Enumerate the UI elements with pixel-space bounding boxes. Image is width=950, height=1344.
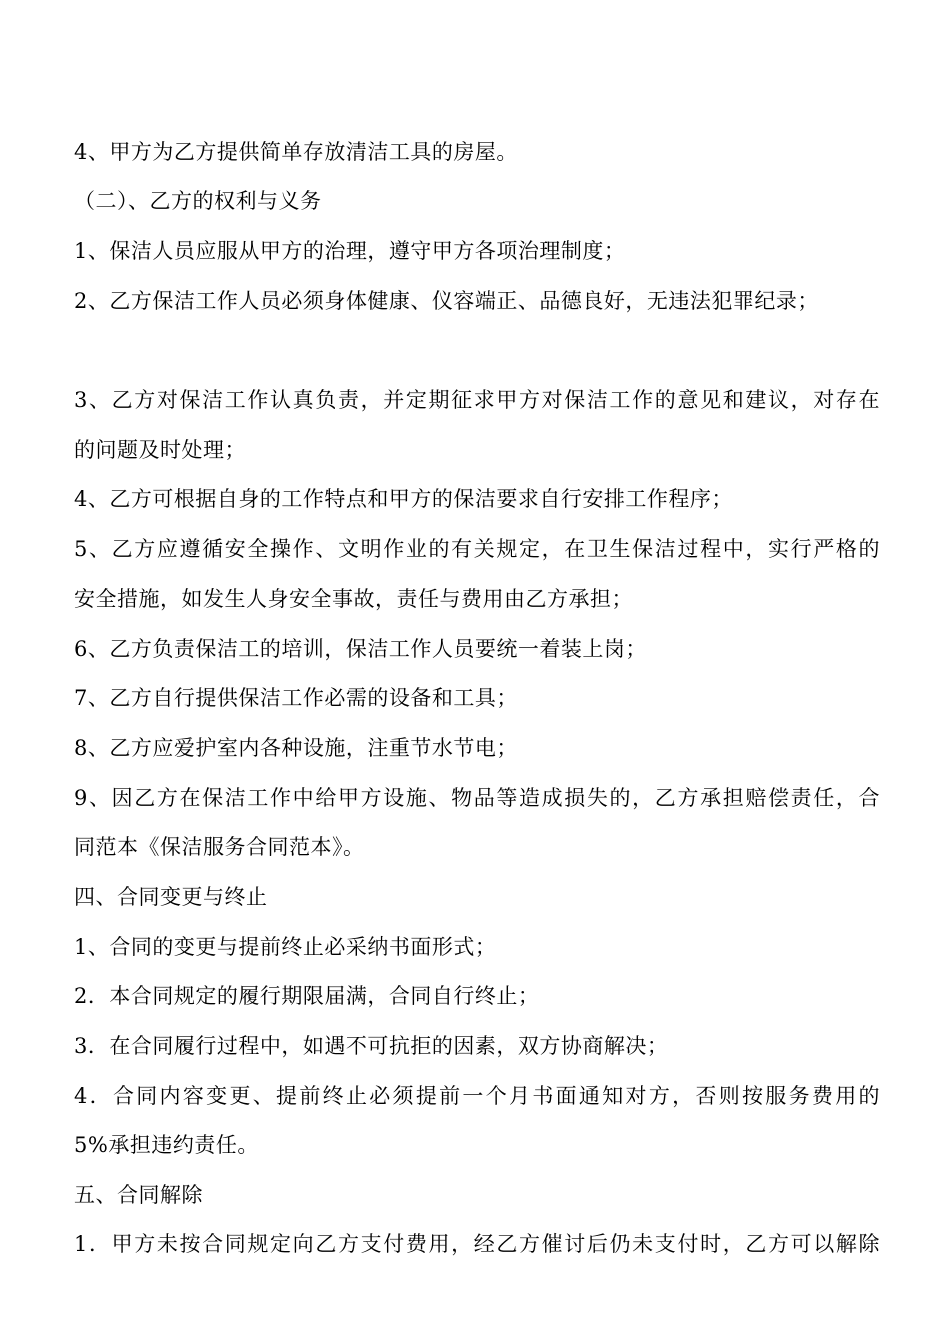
text-line: 1、合同的变更与提前终止必采纳书面形式； — [74, 935, 497, 959]
text-line: 9、因乙方在保洁工作中给甲方设施、物品等造成损失的，乙方承担赔偿责任，合 — [74, 786, 880, 810]
text-line: 5%承担违约责任。 — [74, 1133, 259, 1157]
text-line: 安全措施，如发生人身安全事故，责任与费用由乙方承担； — [74, 587, 633, 611]
text-line: 3、乙方对保洁工作认真负责，并定期征求甲方对保洁工作的意见和建议，对存在 — [74, 388, 880, 412]
section-heading: 四、合同变更与终止 — [74, 885, 268, 909]
text-line: 4．合同内容变更、提前终止必须提前一个月书面通知对方，否则按服务费用的 — [74, 1084, 880, 1108]
text-line: 4、乙方可根据自身的工作特点和甲方的保洁要求自行安排工作程序； — [74, 487, 733, 511]
text-line: 1、保洁人员应服从甲方的治理，遵守甲方各项治理制度； — [74, 239, 626, 263]
text-line: 1．甲方未按合同规定向乙方支付费用，经乙方催讨后仍未支付时，乙方可以解除 — [74, 1232, 880, 1256]
text-line: 2、乙方保洁工作人员必须身体健康、仪容端正、品德良好，无违法犯罪纪录； — [74, 289, 819, 313]
text-line: 7、乙方自行提供保洁工作必需的设备和工具； — [74, 686, 518, 710]
text-line: 6、乙方负责保洁工的培训，保洁工作人员要统一着装上岗； — [74, 637, 647, 661]
section-heading: 五、合同解除 — [74, 1183, 203, 1207]
text-line: 的问题及时处理； — [74, 438, 246, 462]
section-heading: （二）、乙方的权利与义务 — [74, 189, 322, 213]
text-line: 2．本合同规定的履行期限届满，合同自行终止； — [74, 984, 540, 1008]
text-line: 同范本《保洁服务合同范本》。 — [74, 835, 365, 859]
text-line: 4、甲方为乙方提供简单存放清洁工具的房屋。 — [74, 140, 518, 164]
text-line: 8、乙方应爱护室内各种设施，注重节水节电； — [74, 736, 518, 760]
text-line: 3．在合同履行过程中，如遇不可抗拒的因素，双方协商解决； — [74, 1034, 669, 1058]
text-line: 5、乙方应遵循安全操作、文明作业的有关规定，在卫生保洁过程中，实行严格的 — [74, 537, 880, 561]
